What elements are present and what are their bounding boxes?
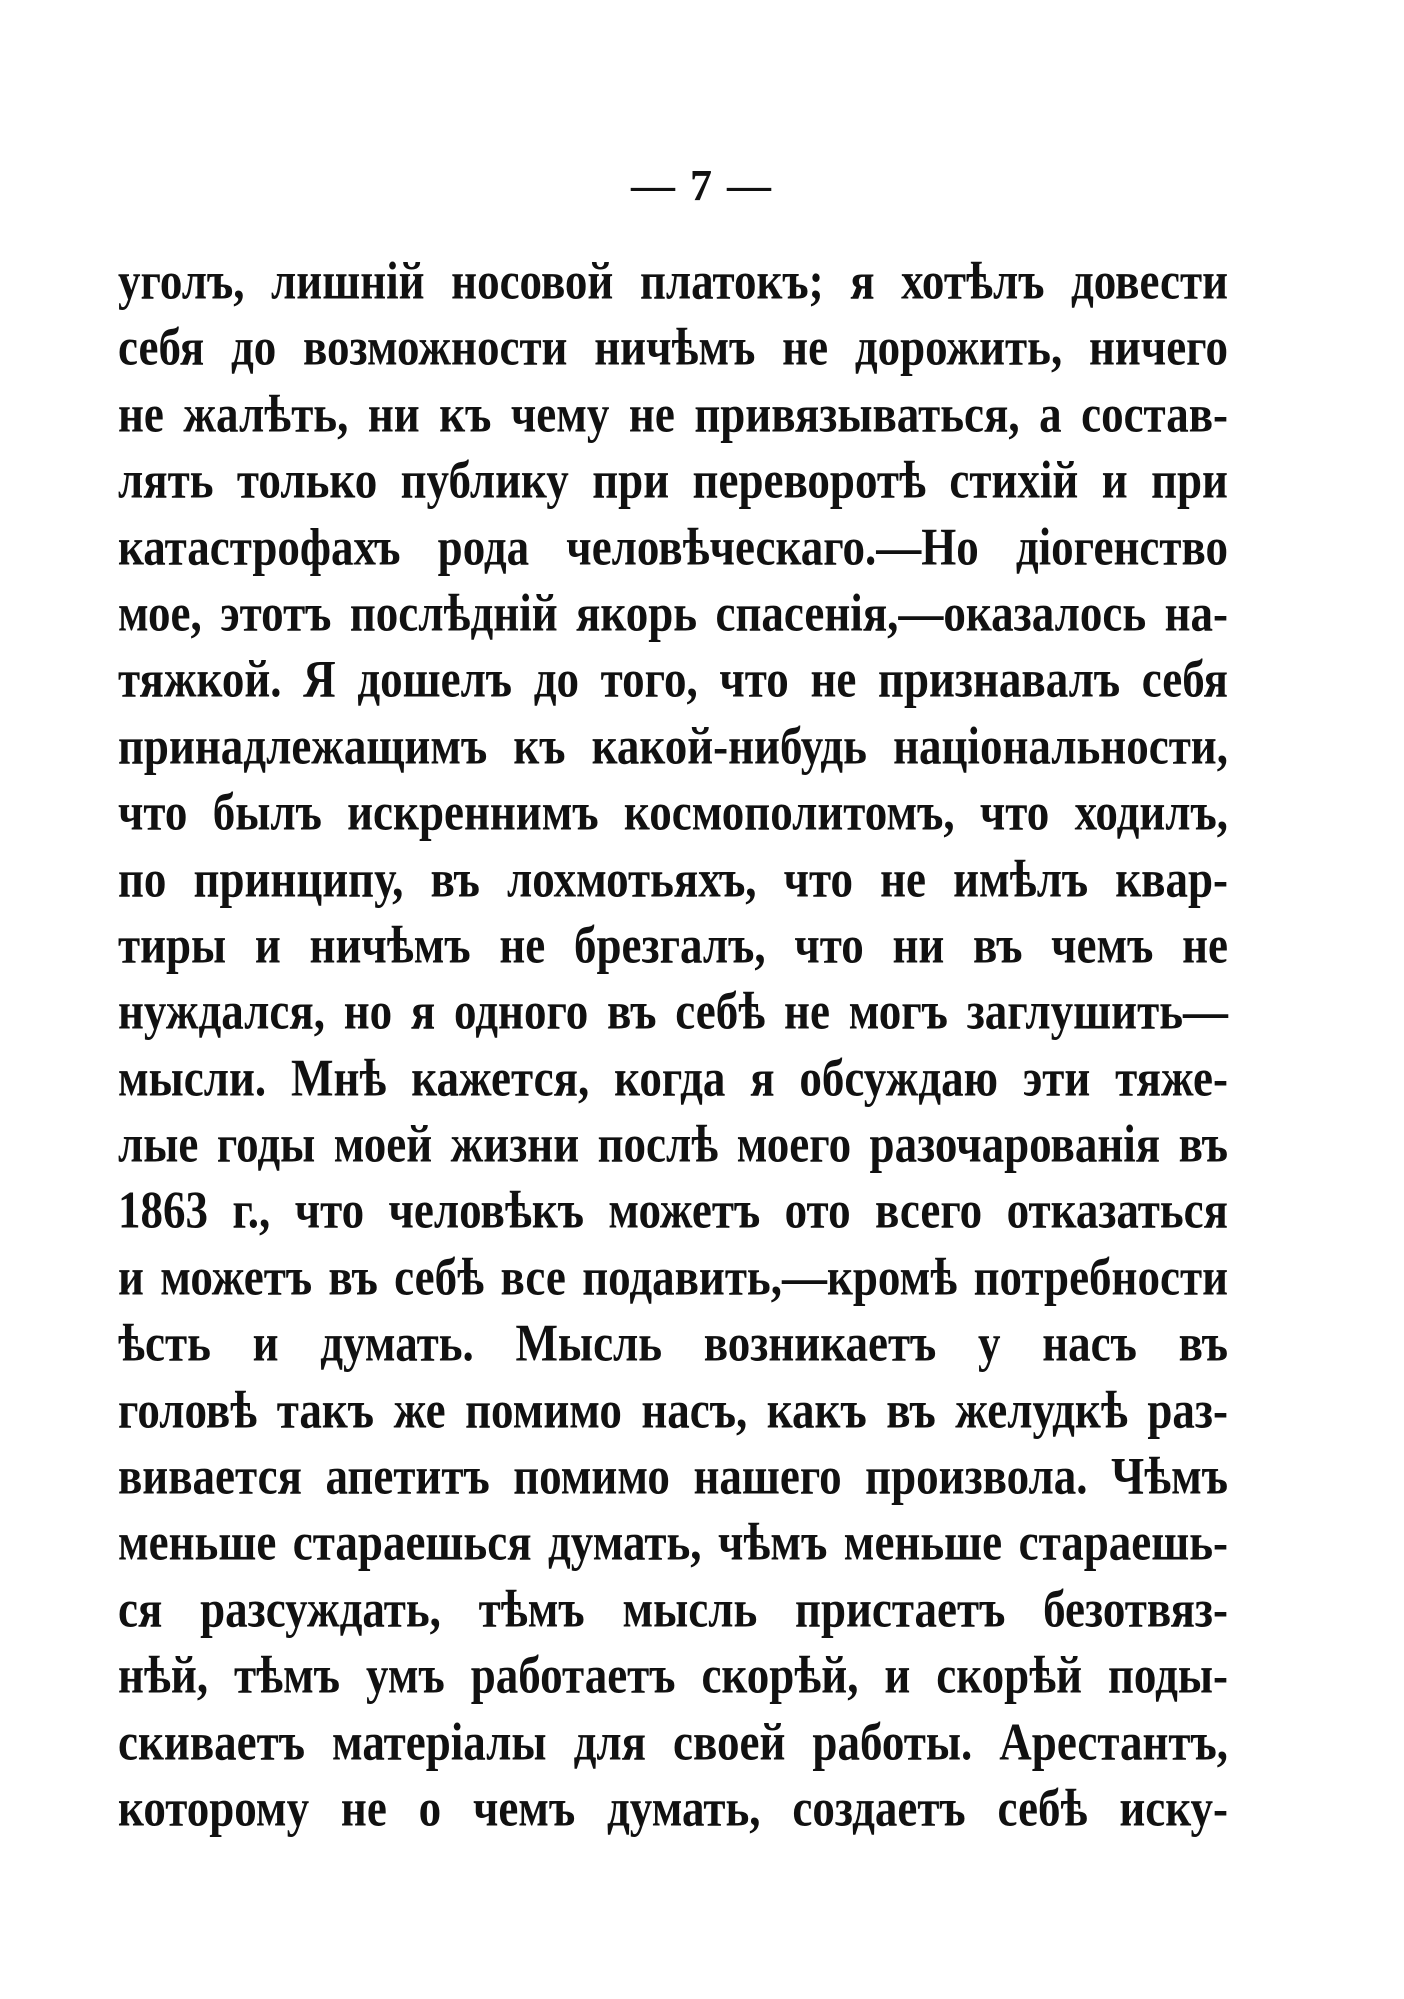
text-line: нѣй, тѣмъ умъ работаетъ скорѣй, и скорѣй поды-	[118, 1645, 1228, 1705]
text-line: ѣсть и думать. Мысль возникаетъ у насъ въ	[118, 1313, 1228, 1373]
text-line: лые годы моей жизни послѣ моего разочарованія въ	[118, 1114, 1228, 1174]
text-line: скиваетъ матеріалы для своей работы. Арестантъ,	[118, 1712, 1228, 1772]
text-line: меньше стараешься думать, чѣмъ меньше стараешь-	[118, 1512, 1228, 1572]
text-line: 1863 г., что человѣкъ можетъ ото всего отказаться	[118, 1180, 1228, 1240]
text-line: тиры и ничѣмъ не брезгалъ, что ни въ чемъ не	[118, 915, 1228, 975]
text-line: мое, этотъ послѣдній якорь спасенія,—оказалось на-	[118, 583, 1228, 643]
text-line: не жалѣть, ни къ чему не привязываться, а состав-	[118, 384, 1228, 444]
page-number: — 7 —	[631, 161, 773, 210]
text-line: лять только публику при переворотѣ стихій и при	[118, 450, 1228, 510]
text-line: себя до возможности ничѣмъ не дорожить, ничего	[118, 317, 1228, 377]
text-line: катастрофахъ рода человѣческаго.—Но діогенство	[118, 517, 1228, 577]
text-line: тяжкой. Я дошелъ до того, что не признавалъ себя	[118, 649, 1228, 709]
text-line: головѣ такъ же помимо насъ, какъ въ желудкѣ раз-	[118, 1380, 1228, 1440]
text-line: ся разсуждать, тѣмъ мысль пристаетъ безотвяз-	[118, 1579, 1228, 1639]
text-line: что былъ искреннимъ космополитомъ, что ходилъ,	[118, 782, 1228, 842]
text-line: и можетъ въ себѣ все подавить,—кромѣ потребности	[118, 1247, 1228, 1307]
text-line: по принципу, въ лохмотьяхъ, что не имѣлъ квар-	[118, 848, 1228, 908]
text-line: принадлежащимъ къ какой-нибудь національности,	[118, 716, 1228, 776]
body-text	[118, 248, 1228, 1841]
text-line: которому не о чемъ думать, создаетъ себѣ иску-	[118, 1778, 1228, 1838]
text-line: мысли. Мнѣ кажется, когда я обсуждаю эти тяже-	[118, 1048, 1228, 1108]
text-line: уголъ, лишній носовой платокъ; я хотѣлъ довести	[118, 251, 1228, 311]
text-line: нуждался, но я одного въ себѣ не могъ заглушить—	[118, 981, 1228, 1041]
text-line: вивается апетитъ помимо нашего произвола. Чѣмъ	[118, 1446, 1228, 1506]
